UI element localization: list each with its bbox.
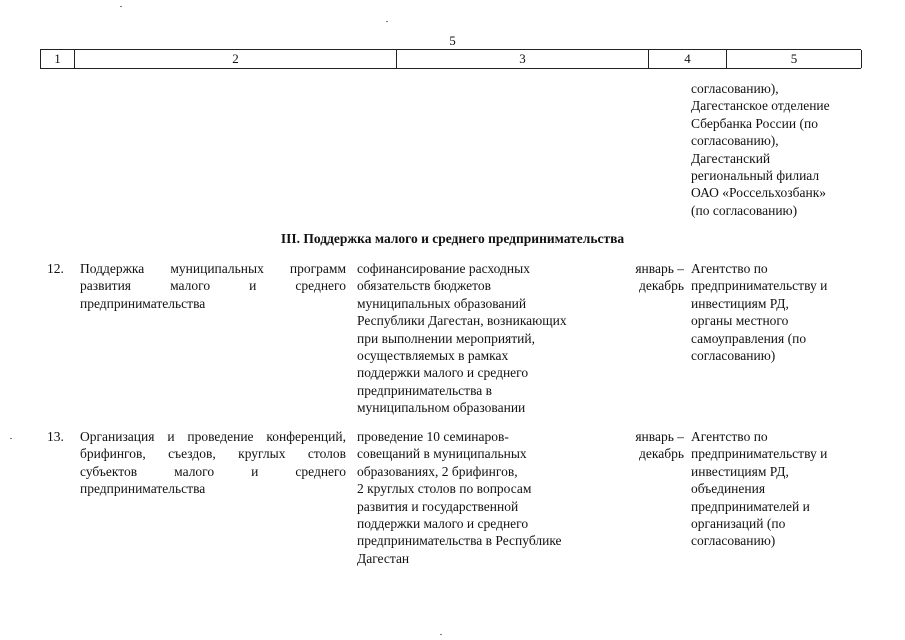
header-col-2: 2 xyxy=(74,50,396,68)
text-line: предпринимательства в Республике xyxy=(357,533,562,549)
row-executors xyxy=(691,428,856,550)
text-line: предпринимательству и xyxy=(691,278,828,294)
text-line: осуществляемых в рамках xyxy=(357,348,509,364)
table-header-row xyxy=(40,49,861,69)
text-line: декабрь xyxy=(639,446,684,462)
row-content xyxy=(357,428,602,567)
continuation-executors xyxy=(691,80,856,219)
text-line: согласованию) xyxy=(691,533,776,549)
text-line: 2 круглых столов по вопросам xyxy=(357,481,532,497)
header-col-4: 4 xyxy=(648,50,726,68)
text-line: поддержки малого и среднего xyxy=(357,516,529,532)
scan-speck xyxy=(120,6,122,7)
text-line: Агентство по xyxy=(691,261,768,276)
text-line: ОАО «Россельхозбанк» xyxy=(691,185,827,201)
text-line: Республики Дагестан, возникающих xyxy=(357,313,567,329)
text-line: (по согласованию) xyxy=(691,202,798,218)
text-line: совещаний в муниципальных xyxy=(357,446,527,462)
row-term xyxy=(610,428,684,463)
row-number: 13. xyxy=(47,429,64,444)
text-line: органы местного xyxy=(691,313,789,329)
text-line: согласованию), xyxy=(691,81,779,96)
row-measure: Поддержка муниципальных программ развития малого и среднего предпринимательства xyxy=(80,261,346,311)
text-line: предпринимательства в xyxy=(357,382,493,398)
text-line: инвестициям РД, xyxy=(691,463,789,479)
text-line: Дагестанское отделение xyxy=(691,98,830,114)
scan-speck xyxy=(440,634,442,635)
page-number: 5 xyxy=(449,33,456,48)
text-line: декабрь xyxy=(639,278,684,294)
text-line: муниципальных образований xyxy=(357,295,527,311)
header-col-1: 1 xyxy=(40,50,74,68)
text-line: самоуправления (по xyxy=(691,330,807,346)
text-line: организаций (по xyxy=(691,516,786,532)
text-line: Дагестан xyxy=(357,550,410,566)
text-line: поддержки малого и среднего xyxy=(357,365,529,381)
header-col-5: 5 xyxy=(726,50,862,68)
text-line: инвестициям РД, xyxy=(691,295,789,311)
row-measure: Организация и проведение конференций, брифингов, съездов, круглых столов субъектов малого и среднего предпринимательства xyxy=(80,429,346,497)
text-line: Дагестанский xyxy=(691,150,771,166)
header-col-3: 3 xyxy=(396,50,648,68)
text-line: предпринимательству и xyxy=(691,446,828,462)
row-executors xyxy=(691,260,856,364)
scan-speck xyxy=(10,438,12,439)
text-line: объединения xyxy=(691,481,766,497)
text-line: предпринимателей и xyxy=(691,498,810,514)
text-line: софинансирование расходных xyxy=(357,261,530,276)
text-line: региональный филиал xyxy=(691,168,820,184)
text-line: согласованию) xyxy=(691,348,776,364)
row-number: 12. xyxy=(47,261,64,276)
text-line: Агентство по xyxy=(691,429,768,444)
text-line: образованиях, 2 брифингов, xyxy=(357,463,518,479)
section-title: III. Поддержка малого и среднего предпринимательства xyxy=(280,231,625,246)
scan-speck xyxy=(386,21,388,22)
text-line: муниципальном образовании xyxy=(357,400,526,416)
text-line: при выполнении мероприятий, xyxy=(357,330,535,346)
text-line: проведение 10 семинаров- xyxy=(357,429,509,444)
text-line: январь – xyxy=(635,429,684,444)
row-term xyxy=(610,260,684,295)
text-line: январь – xyxy=(635,261,684,276)
text-line: развития и государственной xyxy=(357,498,519,514)
text-line: обязательств бюджетов xyxy=(357,278,492,294)
row-content xyxy=(357,260,602,417)
text-line: согласованию), xyxy=(691,133,779,149)
text-line: Сбербанка России (по xyxy=(691,115,818,131)
